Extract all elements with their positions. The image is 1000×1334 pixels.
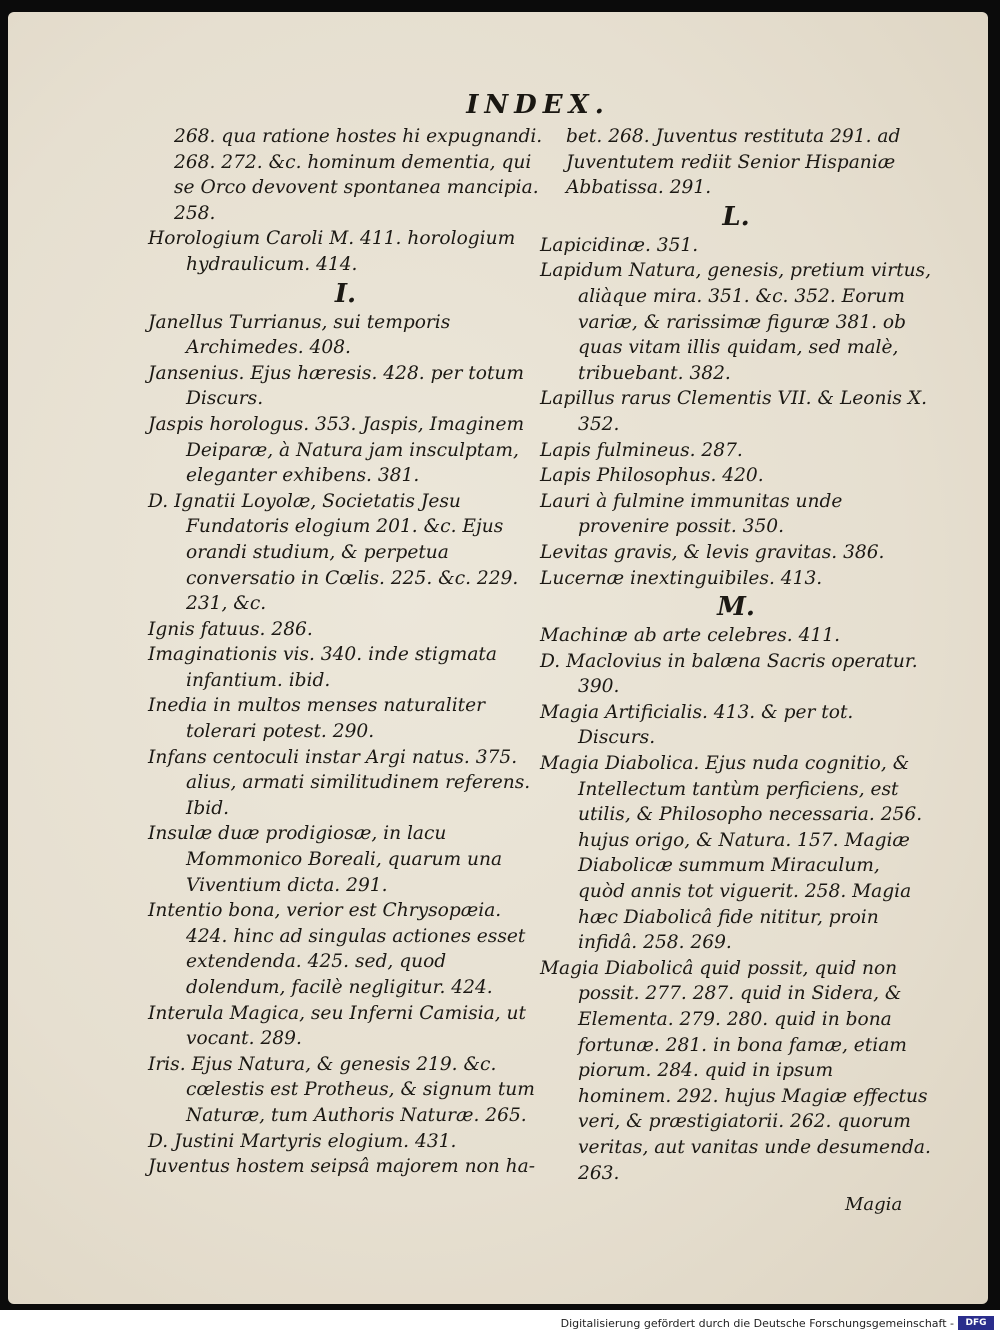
- index-entry: Lapis Philosophus. 420.: [540, 465, 764, 487]
- index-entry: Insulæ duæ prodigiosæ, in lacu Mommonico Boreali, quarum una Viventium dicta. 291.: [148, 823, 503, 896]
- index-entry: Lapicidinæ. 351.: [540, 234, 699, 256]
- index-entry: Lucernæ inextinguibiles. 413.: [540, 567, 823, 589]
- index-entry: Jansenius. Ejus hæresis. 428. per totum Discurs.: [148, 362, 525, 410]
- section-letter: M.: [717, 592, 755, 623]
- index-entry: Iris. Ejus Natura, & genesis 219. &c. cœlestis est Protheus, & signum tum Naturæ, tum Authoris Naturæ. 265.: [148, 1053, 535, 1126]
- index-entry: Machinæ ab arte celebres. 411.: [540, 625, 841, 647]
- index-entry: Lapillus rarus Clementis VII. & Leonis X. 352.: [540, 388, 928, 435]
- index-entry: Lapis fulmineus. 287.: [540, 439, 743, 461]
- index-entry: Inedia in multos menses naturaliter tolerari potest. 290.: [148, 695, 486, 743]
- index-entry: Juventus hostem seipsâ majorem non ha-: [148, 1156, 535, 1178]
- index-entry: D. Maclovius in balæna Sacris operatur. 390.: [540, 650, 918, 698]
- section-letter: L.: [722, 201, 750, 232]
- index-entry: Lapidum Natura, genesis, pretium virtus, aliàque mira. 351. &c. 352. Eorum variæ, & rarissimæ figuræ 381. ob quas vitam illis quidam, sed malè, tribuebant. 382.: [540, 260, 932, 384]
- index-entry: Levitas gravis, & levis gravitas. 386.: [540, 541, 885, 563]
- index-entry: Infans centoculi instar Argi natus. 375. alius, armati similitudinem referens. Ibid.: [148, 746, 531, 819]
- index-entry: 268. qua ratione hostes hi expugnandi. 268. 272. &c. hominum dementia, qui se Orco devovent spontanea mancipia. 258.: [174, 126, 543, 224]
- book-page: [8, 12, 988, 1304]
- dfg-logo: DFG: [958, 1316, 994, 1330]
- footer-credit: Digitalisierung gefördert durch die Deutsche Forschungsgemeinschaft -: [560, 1317, 954, 1330]
- section-letter: I.: [334, 278, 357, 309]
- index-entry: Imaginationis vis. 340. inde stigmata infantium. ibid.: [148, 644, 497, 691]
- index-entry: Jaspis horologus. 353. Jaspis, Imaginem Deiparæ, à Natura jam insculptam, eleganter exhibens. 381.: [148, 413, 525, 487]
- index-entry: Janellus Turrianus, sui temporis Archimedes. 408.: [148, 311, 451, 359]
- index-entry: bet. 268. Juventus restituta 291. ad Juventutem rediit Senior Hispaniæ Abbatissa. 291.: [566, 126, 901, 199]
- index-entry: Magia Diabolicâ quid possit, quid non possit. 277. 287. quid in Sidera, & Elementa. 279. 280. quid in bona fortunæ. 281. in bona famæ, etiam piorum. 284. quid in ipsum hominem. 292. hujus Magiæ effectus veri, & præstigiatorii. 262. quorum veritas, aut vanitas unde desumenda. 263.: [540, 957, 931, 1184]
- left-column: [148, 124, 543, 1180]
- index-entry: Magia Artificialis. 413. & per tot. Discurs.: [540, 701, 854, 749]
- index-entry: Lauri à fulmine immunitas unde provenire possit. 350.: [540, 490, 843, 538]
- right-column: [540, 124, 932, 1186]
- index-entry: Magia Diabolica. Ejus nuda cognitio, & Intellectum tantùm perficiens, est utilis, & Philosopho necessaria. 256. hujus origo, & Natura. 157. Magiæ Diabolicæ summum Miraculum, quòd annis tot viguerit. 258. Magia hæc Diabolicâ fide nititur, proin infidâ. 258. 269.: [540, 753, 923, 954]
- catchword: Magia: [845, 1194, 903, 1215]
- index-entry: D. Justini Martyris elogium. 431.: [148, 1130, 457, 1152]
- index-entry: Interula Magica, seu Inferni Camisia, ut vocant. 289.: [148, 1002, 526, 1050]
- running-header: INDEX.: [466, 90, 610, 120]
- index-entry: Ignis fatuus. 286.: [148, 618, 313, 640]
- index-entry: Intentio bona, verior est Chrysopæia. 424. hinc ad singulas actiones esset extendenda. 425. sed, quod dolendum, facilè negligitur. 424.: [148, 900, 526, 998]
- index-entry: Horologium Caroli M. 411. horologium hydraulicum. 414.: [148, 228, 516, 275]
- index-entry: D. Ignatii Loyolæ, Societatis Jesu Fundatoris elogium 201. &c. Ejus orandi studium, & perpetua conversatio in Cœlis. 225. &c. 229. 231, &c.: [148, 490, 519, 615]
- footer-bar: [0, 1310, 1000, 1334]
